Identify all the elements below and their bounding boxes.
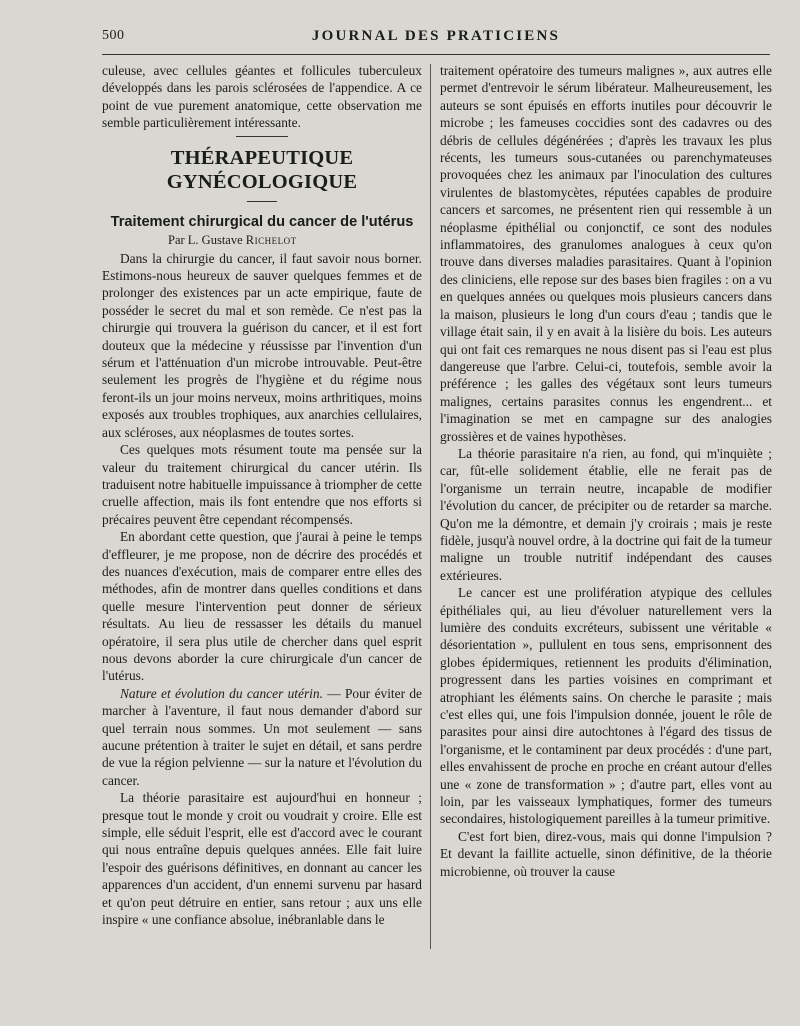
body-paragraph xyxy=(102,685,422,789)
continued-paragraph: culeuse, avec cellules géantes et follicules tuberculeux développés dans les parois sclérosées de l'appendice. A ce point de vue purement anatomique, cette observation me semble particulièrement intéressante. xyxy=(102,63,422,131)
byline-author: Richelot xyxy=(245,232,297,247)
column-divider xyxy=(430,64,431,949)
article-byline xyxy=(168,232,422,248)
page-header xyxy=(102,28,770,54)
body-paragraph: Dans la chirurgie du cancer, il faut savoir nous borner. Estimons-nous heureux de sauver quelques femmes et de prolonger des existences par un acte empirique, faute de posséder le secret du mal et son remède. Ce n'est pas la chirurgie qui trouvera la guérison du cancer, et il est fort douteux que la médecine y réussisse par l'invention d'un sérum et l'atténuation d'un microbe introuvable. Peut-être seulement les progrès de l'hygiène et du régime nous feront-ils un jour moins nerveux, moins arthritiques, moins exposés aux troubles trophiques, aux anarchies cellulaires, aux scléroses, aux néoplasmes de toutes sortes. xyxy=(102,250,422,440)
body-paragraph: Le cancer est une prolifération atypique des cellules épithéliales qui, au lieu d'évoluer naturellement vers la lumière des conduits excréteurs, subissent une véritable « désorientation », pullulent en tous sens, emprisonnent des globes épidermiques, retiennent les produits d'élimination, progressent dans les parties voisines en comprimant et atrophiant les éléments sains. On cherche le parasite ; mais c'est elles qui, une fois l'impulsion donnée, jouent le rôle de parasites pour ainsi dire autochtones à l'égard des tissus de l'organisme, et le contaminent par deux procédés : d'une part, elles envahissent de proche en proche en créant autour d'elles une « zone de transformation » ; d'autre part, elles vont au loin, par les vaisseaux lymphatiques, former des tumeurs secondaires, histologiquement pareilles à la tumeur primitive. xyxy=(440,585,772,827)
body-paragraph: La théorie parasitaire n'a rien, au fond, qui m'inquiète ; car, fût-elle solidement établie, elle ne ferait pas de l'organisme un terrain neutre, incapable de modifier l'évolution du cancer, de précipiter ou de retarder sa marche. Qu'on me la démontre, et demain j'y croirais ; mais je reste fidèle, jusqu'à nouvel ordre, à la doctrine qui fait de la tumeur maligne un trouble nutritif indépendant des causes extérieures. xyxy=(440,445,772,583)
body-paragraph: La théorie parasitaire est aujourd'hui en honneur ; presque tout le monde y croit ou voudrait y croire. Elle est simple, elle séduit l'esprit, elle est d'accord avec le courant qui nous entraîne depuis quelques années. Elle fait luire l'espoir des guérisons définitives, en donnant au cancer les apparences d'un accident, d'un ennemi survenu par hasard et qu'on peut détruire en entier, sans retour ; aux uns elle inspire « une confiance absolue, inébranlable dans le xyxy=(102,790,422,928)
section-divider-bottom xyxy=(247,201,277,202)
article-title: Traitement chirurgical du cancer de l'utérus xyxy=(110,213,414,230)
subsection-heading: Nature et évolution du cancer utérin. xyxy=(120,685,323,701)
section-divider-top xyxy=(236,136,288,137)
section-title: THÉRAPEUTIQUE GYNÉCOLOGIQUE xyxy=(166,146,358,193)
body-paragraph: En abordant cette question, que j'aurai à peine le temps d'effleurer, je me propose, non de décrire des procédés et des nuances d'exécution, mais de comparer entre elles des méthodes, afin de montrer dans quelles conditions et dans quelle mesure l'intervention peut donner de sérieux résultats. Au lieu de ressasser les détails du manuel opératoire, il sera plus utile de chercher dans quel esprit nous devons aborder la cure chirurgicale d'un cancer de l'utérus. xyxy=(102,529,422,684)
page-number: 500 xyxy=(102,28,125,43)
subsection-text: — Pour éviter de marcher à l'aventure, il faut nous demander d'abord sur quel terrain nous sommes. Un mot seulement — sans aucune prétention à traiter le sujet en détail, et sans perdre de vue la région pelvienne — sur la nature et l'évolution du cancer. xyxy=(102,685,423,788)
body-paragraph: Ces quelques mots résument toute ma pensée sur la valeur du traitement chirurgical du cancer utérin. Ils traduisent notre habituelle impuissance à triompher de cette cruelle affection, mais ils font entendre que nos efforts si précaires peuvent être cependant récompensés. xyxy=(102,442,422,527)
right-column xyxy=(440,62,772,880)
body-paragraph: traitement opératoire des tumeurs malignes », aux autres elle permet d'entrevoir le sérum libérateur. Malheureusement, les auteurs se sont épuisés en efforts inutiles pour découvrir le microbe ; les fameuses coccidies sont des cadavres ou des débris de cellules dégénérées ; d'après les travaux les plus récents, les tumeurs sous-cutanées ou parenchymateuses provoquées chez les animaux par l'inoculation des cultures virulentes de blastomycètes, réputées capables de produire cancers et sarcomes, ne présentent rien qui ressemble à un néoplasme épithélial ou conjonctif, ce sont des nodules inflammatoires, des granulomes analogues à ceux qu'on trouve dans diverses maladies parasitaires. Quant à l'opinion des cliniciens, elle repose sur des bases bien fragiles : on a vu en quelques années ou quelques mois plusieurs cancers dans la maison, plusieurs le long d'un cours d'eau ; tandis que le village était sain, il y en avait à la lisière du bois. Les auteurs qui ont fait ces remarques ne nous disent pas si l'eau est plus dangereuse que l'arbre. Celui-ci, toutefois, semble avoir la préférence ; les galles des végétaux sont leurs tumeurs malignes, certains parasites connus les engendrent... et l'imagination se met en campagne sur des analogies grossières et de vaines hypothèses. xyxy=(440,63,772,444)
header-rule xyxy=(102,54,770,55)
left-column xyxy=(102,62,422,928)
byline-prefix: Par L. Gustave xyxy=(168,232,243,247)
journal-title: JOURNAL DES PRATICIENS xyxy=(311,28,561,44)
body-paragraph: C'est fort bien, direz-vous, mais qui donne l'impulsion ? Et devant la faillite actuelle, sinon définitive, de la théorie microbienne, où trouver la cause xyxy=(440,828,772,879)
